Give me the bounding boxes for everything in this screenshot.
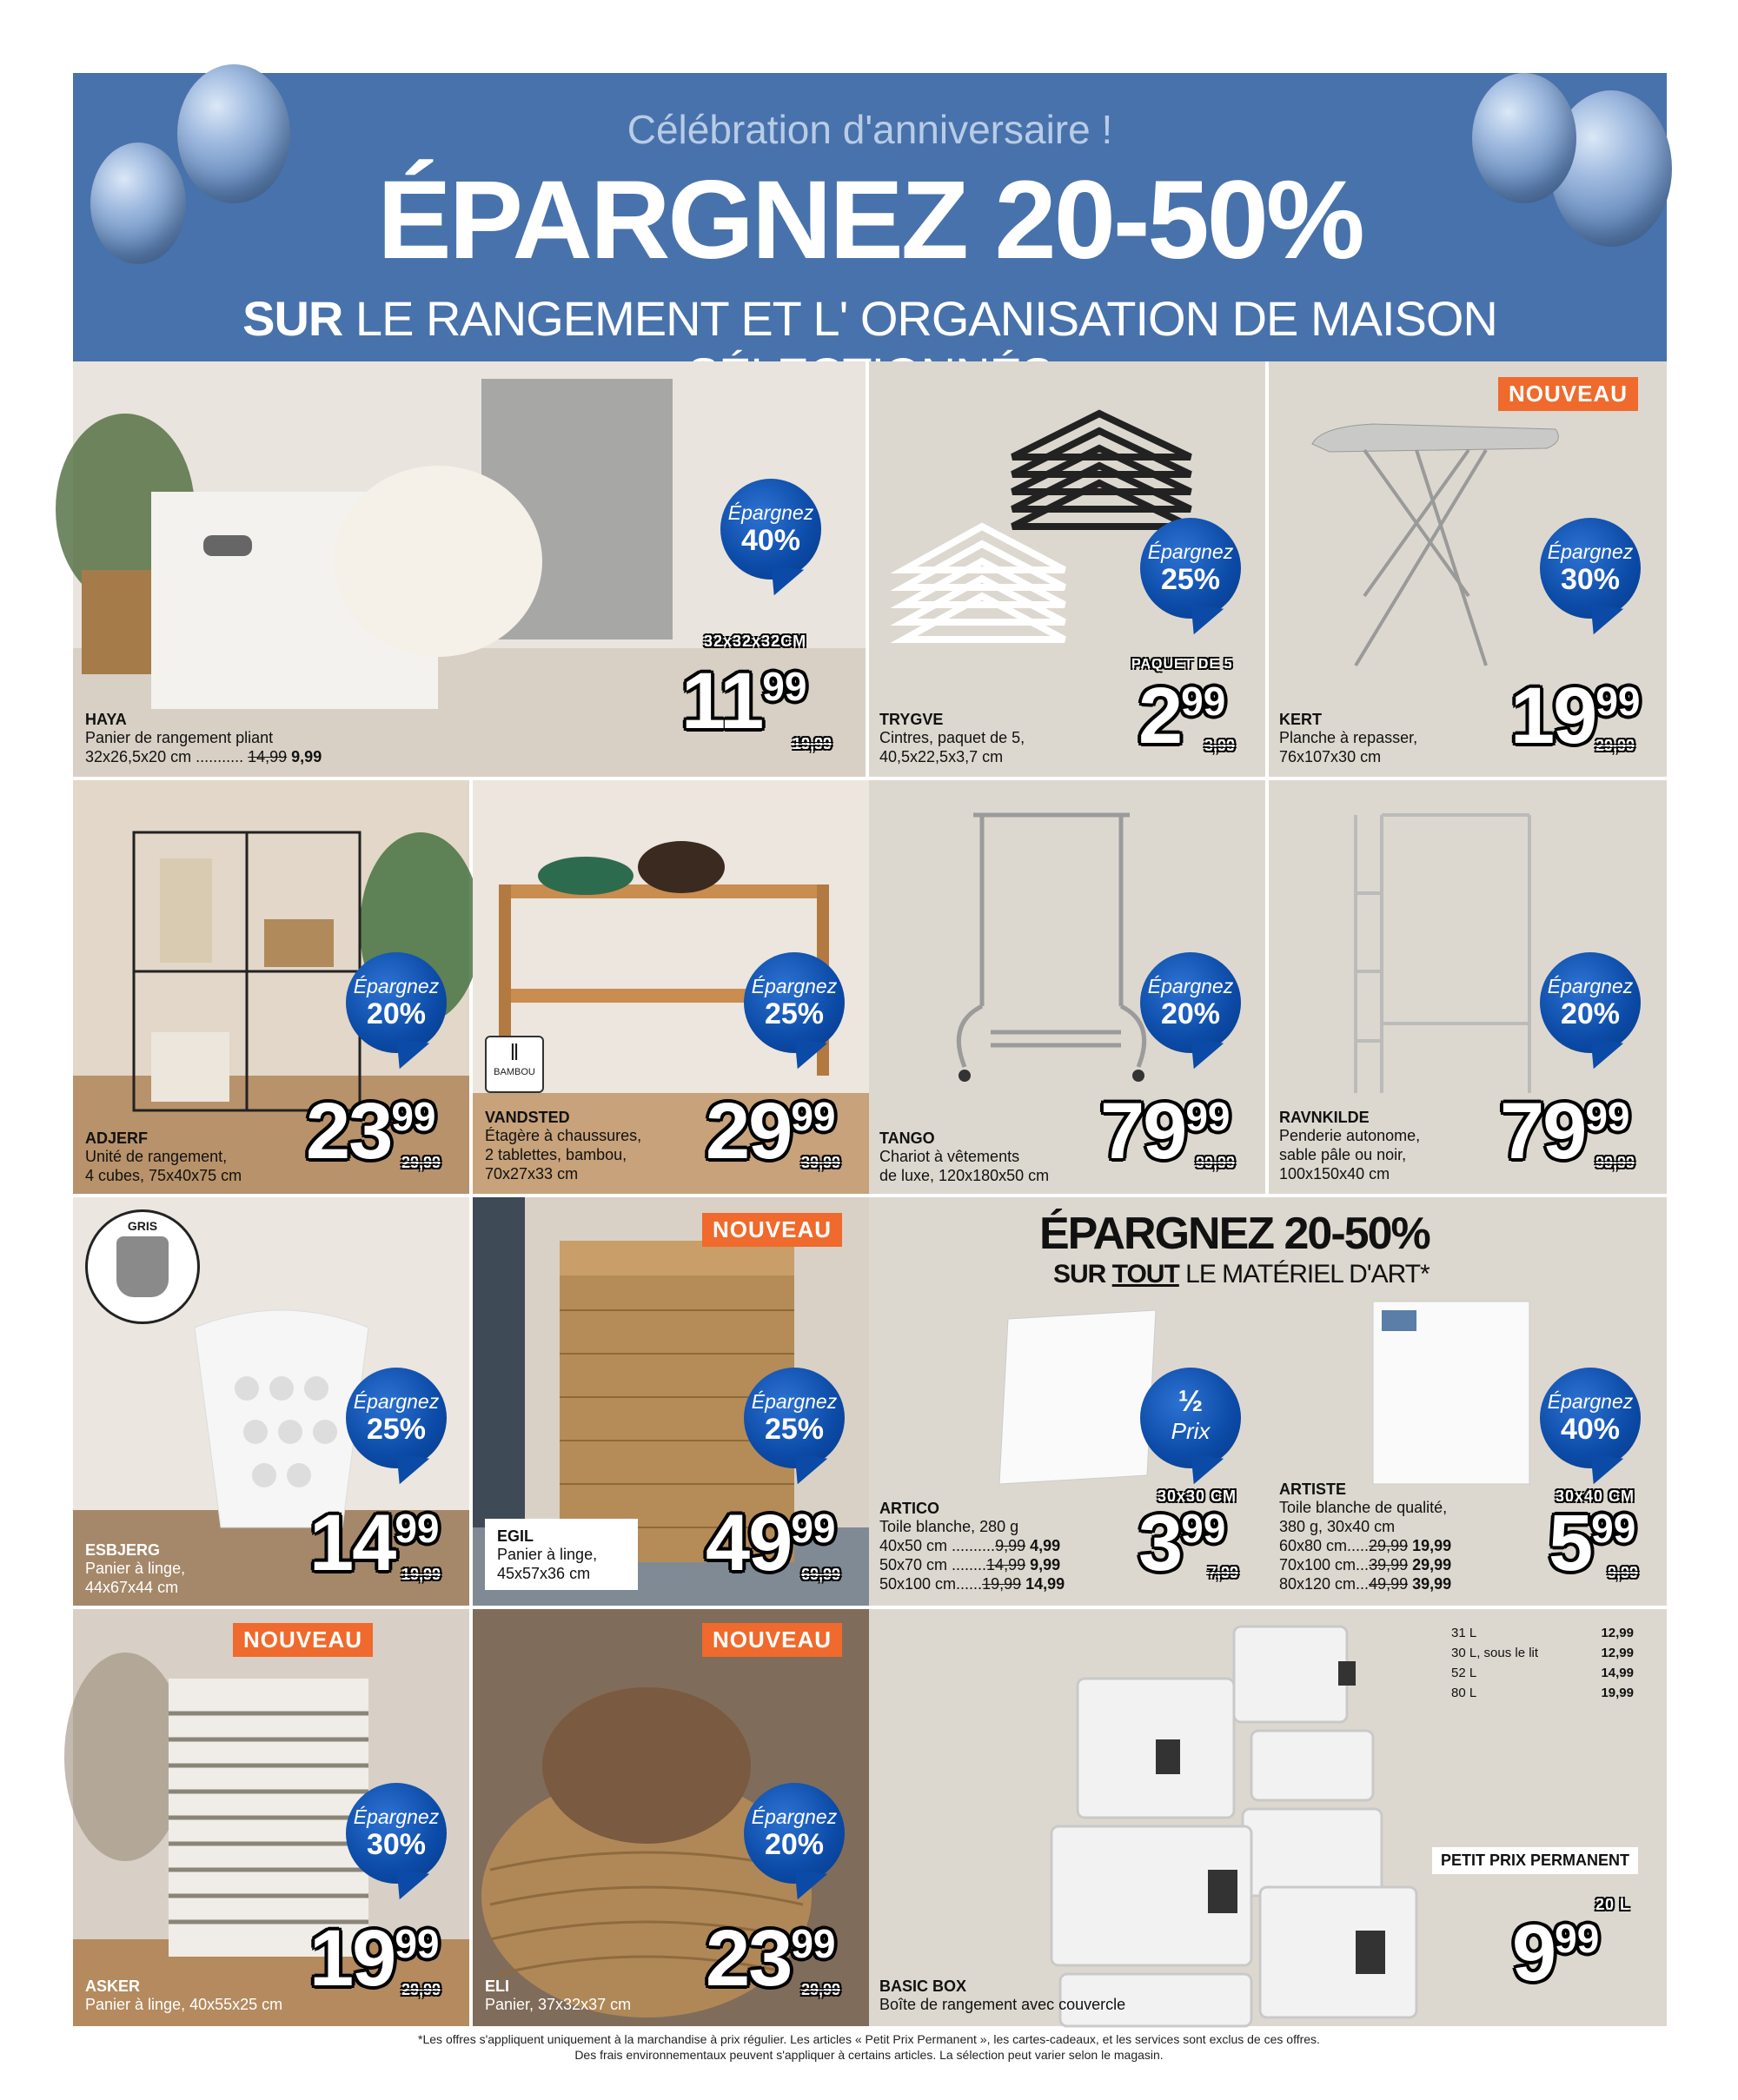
egil-old-price: 69,99	[801, 1566, 841, 1583]
haya-discount-badge: Épargnez 40%	[720, 479, 821, 580]
ravnkilde-discount-badge: Épargnez 20%	[1540, 952, 1641, 1053]
haya-desc: Panier de rangement pliant 32x26,5x20 cm ........... 14,99 9,99	[85, 729, 322, 765]
eli-discount-badge: Épargnez 20%	[744, 1783, 845, 1884]
haya-name: HAYA	[85, 711, 127, 728]
bamboo-icon: ǁ	[509, 1039, 520, 1065]
product-artiste[interactable]	[1269, 1390, 1667, 1606]
eli-old-price: 29,99	[801, 1981, 841, 1998]
product-ravnkilde[interactable]	[1269, 780, 1667, 1194]
ravnkilde-price: $79^{99}$	[1500, 1087, 1630, 1176]
artico-old-price: 7,99	[1208, 1564, 1239, 1581]
gray-basket-icon	[116, 1236, 169, 1297]
asker-price: $19^{99}$	[309, 1914, 440, 2003]
product-vandsted[interactable]	[473, 780, 869, 1194]
kert-price: $19^{99}$	[1510, 672, 1641, 760]
artico-size-tag: 30x30 CM	[1158, 1487, 1237, 1505]
eli-new-badge: NOUVEAU	[702, 1623, 842, 1657]
asker-discount-badge: Épargnez 30%	[346, 1783, 447, 1884]
vandsted-old-price: 39,99	[801, 1154, 841, 1171]
egil-name: EGIL	[497, 1527, 534, 1545]
banner-subtitle: Célébration d'anniversaire !	[627, 107, 1113, 152]
basic-box-price: $9^{99}$	[1512, 1909, 1600, 1997]
trygve-old-price: 3,99	[1204, 737, 1236, 754]
esbjerg-name: ESBJERG	[85, 1541, 161, 1559]
artiste-discount-badge: Épargnez 40%	[1540, 1368, 1641, 1468]
art-headline: ÉPARGNEZ 20-50%	[1039, 1209, 1430, 1259]
artico-name: ARTICO	[879, 1500, 939, 1517]
haya-price: $11^{99}$	[681, 657, 807, 745]
adjerf-old-price: 29,99	[401, 1154, 441, 1171]
eli-desc: Panier, 37x32x37 cm	[485, 1996, 632, 2013]
ravnkilde-old-price: 99,99	[1595, 1154, 1635, 1171]
trygve-price: $2^{99}$	[1138, 672, 1226, 760]
basic-box-desc: Boîte de rangement avec couvercle	[879, 1996, 1126, 2013]
petit-prix-permanent-label: PETIT PRIX PERMANENT	[1432, 1847, 1638, 1874]
art-subheadline: SUR TOUT LE MATÉRIEL D'ART*	[1053, 1260, 1430, 1288]
vandsted-price: $29^{99}$	[706, 1087, 836, 1176]
banner-headline: ÉPARGNEZ 20-50%	[377, 158, 1363, 282]
eli-name: ELI	[485, 1977, 510, 1995]
haya-size-tag: 32x32x32CM	[704, 633, 807, 650]
kert-new-badge: NOUVEAU	[1498, 377, 1638, 411]
adjerf-name: ADJERF	[85, 1129, 149, 1147]
kert-name: KERT	[1279, 711, 1322, 728]
esbjerg-desc: Panier à linge, 44x67x44 cm	[85, 1560, 186, 1596]
adjerf-price: $23^{99}$	[306, 1087, 436, 1176]
asker-new-badge: NOUVEAU	[233, 1623, 373, 1657]
kert-old-price: 29,99	[1595, 737, 1635, 754]
vandsted-name: VANDSTED	[485, 1109, 570, 1126]
artiste-desc: Toile blanche de qualité, 380 g, 30x40 cm 60x80 cm.....29,99 19,99 70x100 cm...39,99 29,99 80x120 cm...49,99 39,99	[1279, 1499, 1452, 1593]
adjerf-discount-badge: Épargnez 20%	[346, 952, 447, 1053]
basic-box-name: BASIC BOX	[879, 1977, 967, 1995]
promo-banner	[73, 73, 1667, 361]
artiste-price: $5^{99}$	[1549, 1499, 1636, 1587]
haya-old-price: 19,99	[793, 735, 833, 752]
asker-desc: Panier à linge, 40x55x25 cm	[85, 1996, 283, 2013]
trygve-discount-badge: Épargnez 25%	[1140, 518, 1241, 619]
tango-desc: Chariot à vêtements de luxe, 120x180x50 cm	[879, 1148, 1050, 1184]
product-kert[interactable]	[1269, 361, 1667, 777]
product-trygve[interactable]	[869, 361, 1265, 777]
tango-discount-badge: Épargnez 20%	[1140, 952, 1241, 1053]
vandsted-discount-badge: Épargnez 25%	[744, 952, 845, 1053]
egil-price: $49^{99}$	[706, 1499, 836, 1587]
esbjerg-price: $14^{99}$	[309, 1499, 440, 1587]
product-esbjerg[interactable]	[73, 1197, 469, 1606]
ravnkilde-name: RAVNKILDE	[1279, 1109, 1370, 1126]
esbjerg-color-swatch: GRIS	[85, 1209, 200, 1324]
artico-half-price-badge: ½ Prix	[1140, 1368, 1241, 1468]
artico-desc: Toile blanche, 280 g 40x50 cm ..........9,99 4,99 50x70 cm ........14,99 9,99 50x100 cm......19,99 14,99	[879, 1518, 1065, 1593]
esbjerg-old-price: 19,99	[401, 1566, 441, 1583]
artiste-name: ARTISTE	[1279, 1481, 1347, 1498]
asker-old-price: 29,99	[401, 1981, 441, 1998]
bamboo-label: ǁ BAMBOU	[485, 1036, 544, 1093]
egil-new-badge: NOUVEAU	[702, 1213, 842, 1247]
tango-name: TANGO	[879, 1129, 935, 1147]
tango-old-price: 99,99	[1196, 1154, 1236, 1171]
trygve-desc: Cintres, paquet de 5, 40,5x22,5x3,7 cm	[879, 729, 1025, 765]
tango-price: $79^{99}$	[1100, 1087, 1231, 1176]
basic-box-size-list: 31 L 12,99 30 L, sous le lit 12,99 52 L 14,99 80 L 19,99	[1451, 1626, 1634, 1700]
egil-desc: Panier à linge, 45x57x36 cm	[497, 1546, 598, 1582]
asker-name: ASKER	[85, 1977, 141, 1995]
product-eli[interactable]	[473, 1609, 869, 2026]
banner-tagline: SUR LE RANGEMENT ET L' ORGANISATION DE MAISON	[242, 291, 1497, 346]
kert-desc: Planche à repasser, 76x107x30 cm	[1279, 729, 1418, 765]
product-artico[interactable]	[869, 1385, 1265, 1606]
artico-price: $3^{99}$	[1138, 1499, 1226, 1587]
product-tango[interactable]	[869, 780, 1265, 1194]
product-egil[interactable]	[473, 1197, 869, 1606]
ravnkilde-desc: Penderie autonome, sable pâle ou noir, 100x150x40 cm	[1279, 1127, 1421, 1182]
basic-box-size-tag: 20 L	[1595, 1896, 1631, 1913]
disclaimer: *Les offres s'appliquent uniquement à la marchandise à prix régulier. Les articles « Petit Prix Permanent », les cartes-cadeaux, et les services sont exclus de ces offres. Des frais environnementaux peuvent s'appliquer à certains articles. La sélection peut varier selon le magasin.	[418, 2032, 1320, 2062]
product-asker[interactable]	[73, 1609, 469, 2026]
esbjerg-discount-badge: Épargnez 25%	[346, 1368, 447, 1468]
eli-price: $23^{99}$	[706, 1914, 836, 2003]
trygve-name: TRYGVE	[879, 711, 944, 728]
product-haya[interactable]	[73, 361, 866, 777]
adjerf-desc: Unité de rangement, 4 cubes, 75x40x75 cm	[85, 1148, 242, 1184]
kert-discount-badge: Épargnez 30%	[1540, 518, 1641, 619]
vandsted-desc: Étagère à chaussures, 2 tablettes, bambou, 70x27x33 cm	[485, 1127, 642, 1182]
artiste-old-price: 9,99	[1608, 1564, 1639, 1581]
product-basic-box[interactable]	[869, 1609, 1667, 2026]
artiste-size-tag: 30x40 CM	[1556, 1487, 1635, 1505]
egil-discount-badge: Épargnez 25%	[744, 1368, 845, 1468]
product-adjerf[interactable]	[73, 780, 469, 1194]
trygve-size-tag: PAQUET DE 5	[1131, 657, 1233, 672]
